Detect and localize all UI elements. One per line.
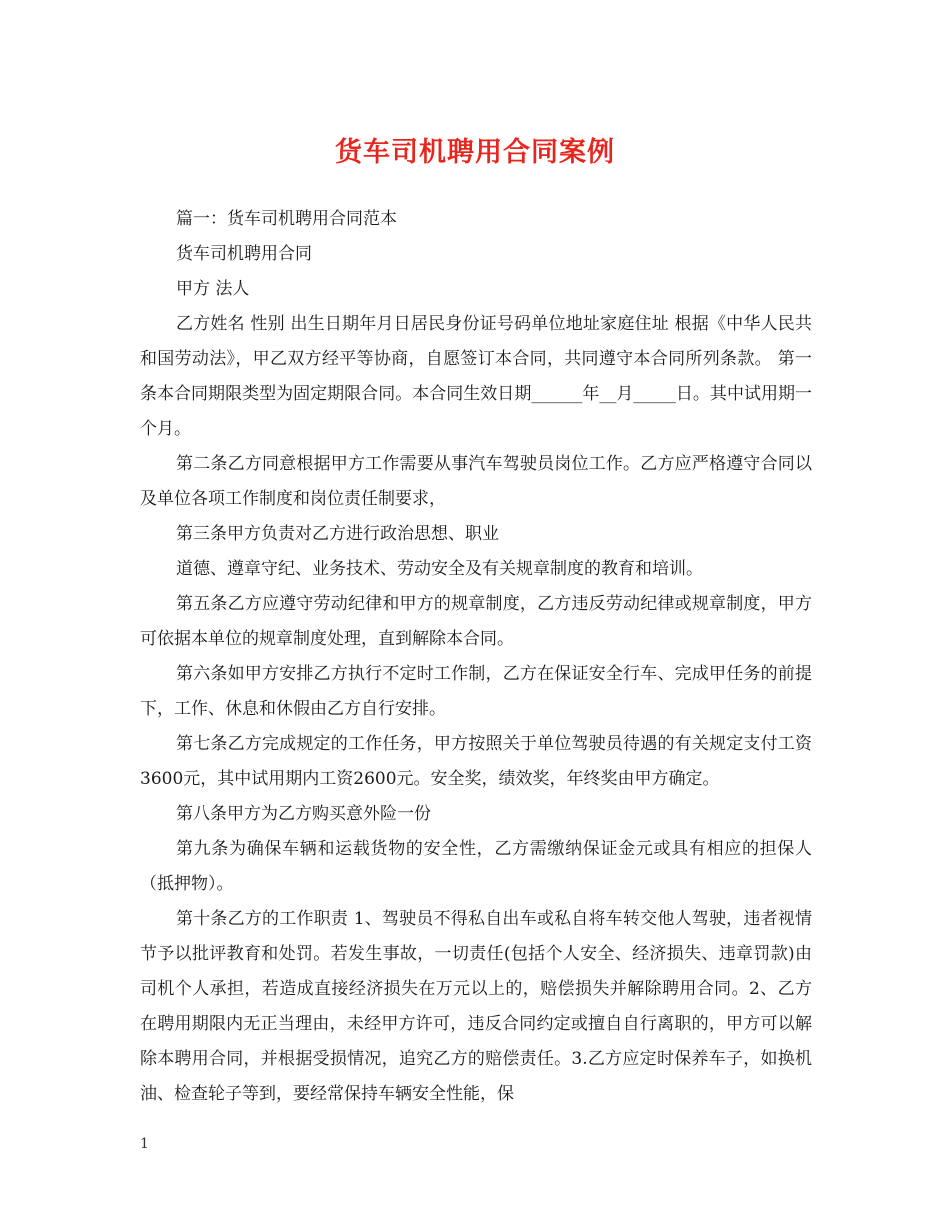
paragraph-article-10: 第十条乙方的工作职责 1、驾驶员不得私自出车或私自将车转交他人驾驶，违者视情节予以批评教育和处罚。若发生事故，一切责任(包括个人安全、经济损失、违章罚款)由司机个人承担，若造成直接经济损失在万元以上的，赔偿损失并解除聘用合同。2、乙方在聘用期限内无正当理由，未经甲方许可，违反合同约定或擅自自行离职的，甲方可以解除本聘用合同，并根据受损情况，追究乙方的赔偿责任。3.乙方应定时保养车子，如换机油、检查轮子等到，要经常保持车辆安全性能，保 <box>140 909 812 1104</box>
paragraph-contract-name: 货车司机聘用合同 <box>176 244 312 264</box>
page-number: 1 <box>140 1136 149 1152</box>
paragraph-article-8: 第八条甲方为乙方购买意外险一份 <box>176 804 431 824</box>
paragraph-article-7: 第七条乙方完成规定的工作任务，甲方按照关于单位驾驶员待遇的有关规定支付工资3600元，其中试用期内工资2600元。安全奖，绩效奖，年终奖由甲方确定。 <box>140 734 812 789</box>
paragraph-article-3-cont: 道德、遵章守纪、业务技术、劳动安全及有关规章制度的教育和培训。 <box>176 559 703 579</box>
paragraph-article-9: 第九条为确保车辆和运载货物的安全性，乙方需缴纳保证金元或具有相应的担保人（抵押物）。 <box>140 839 812 894</box>
document-body <box>140 202 812 1112</box>
paragraph-party-a: 甲方 法人 <box>176 279 250 299</box>
paragraph-article-5: 第五条乙方应遵守劳动纪律和甲方的规章制度，乙方违反劳动纪律或规章制度，甲方可依据本单位的规章制度处理，直到解除本合同。 <box>140 594 812 649</box>
paragraph-party-b: 乙方姓名 性别 出生日期年月日居民身份证号码单位地址家庭住址 根据《中华人民共和国劳动法》，甲乙双方经平等协商，自愿签订本合同，共同遵守本合同所列条款。 第一条本合同期限类型为固定期限合同。本合同生效日期______年__月_____日。其中试用期一个月。 <box>140 314 812 439</box>
paragraph-chapter-heading: 篇一：货车司机聘用合同范本 <box>176 209 397 229</box>
paragraph-article-6: 第六条如甲方安排乙方执行不定时工作制，乙方在保证安全行车、完成甲任务的前提下，工作、休息和休假由乙方自行安排。 <box>140 664 812 719</box>
paragraph-article-2: 第二条乙方同意根据甲方工作需要从事汽车驾驶员岗位工作。乙方应严格遵守合同以及单位各项工作制度和岗位责任制要求， <box>140 454 812 509</box>
paragraph-article-3: 第三条甲方负责对乙方进行政治思想、职业 <box>176 524 499 544</box>
document-title: 货车司机聘用合同案例 <box>335 137 615 168</box>
